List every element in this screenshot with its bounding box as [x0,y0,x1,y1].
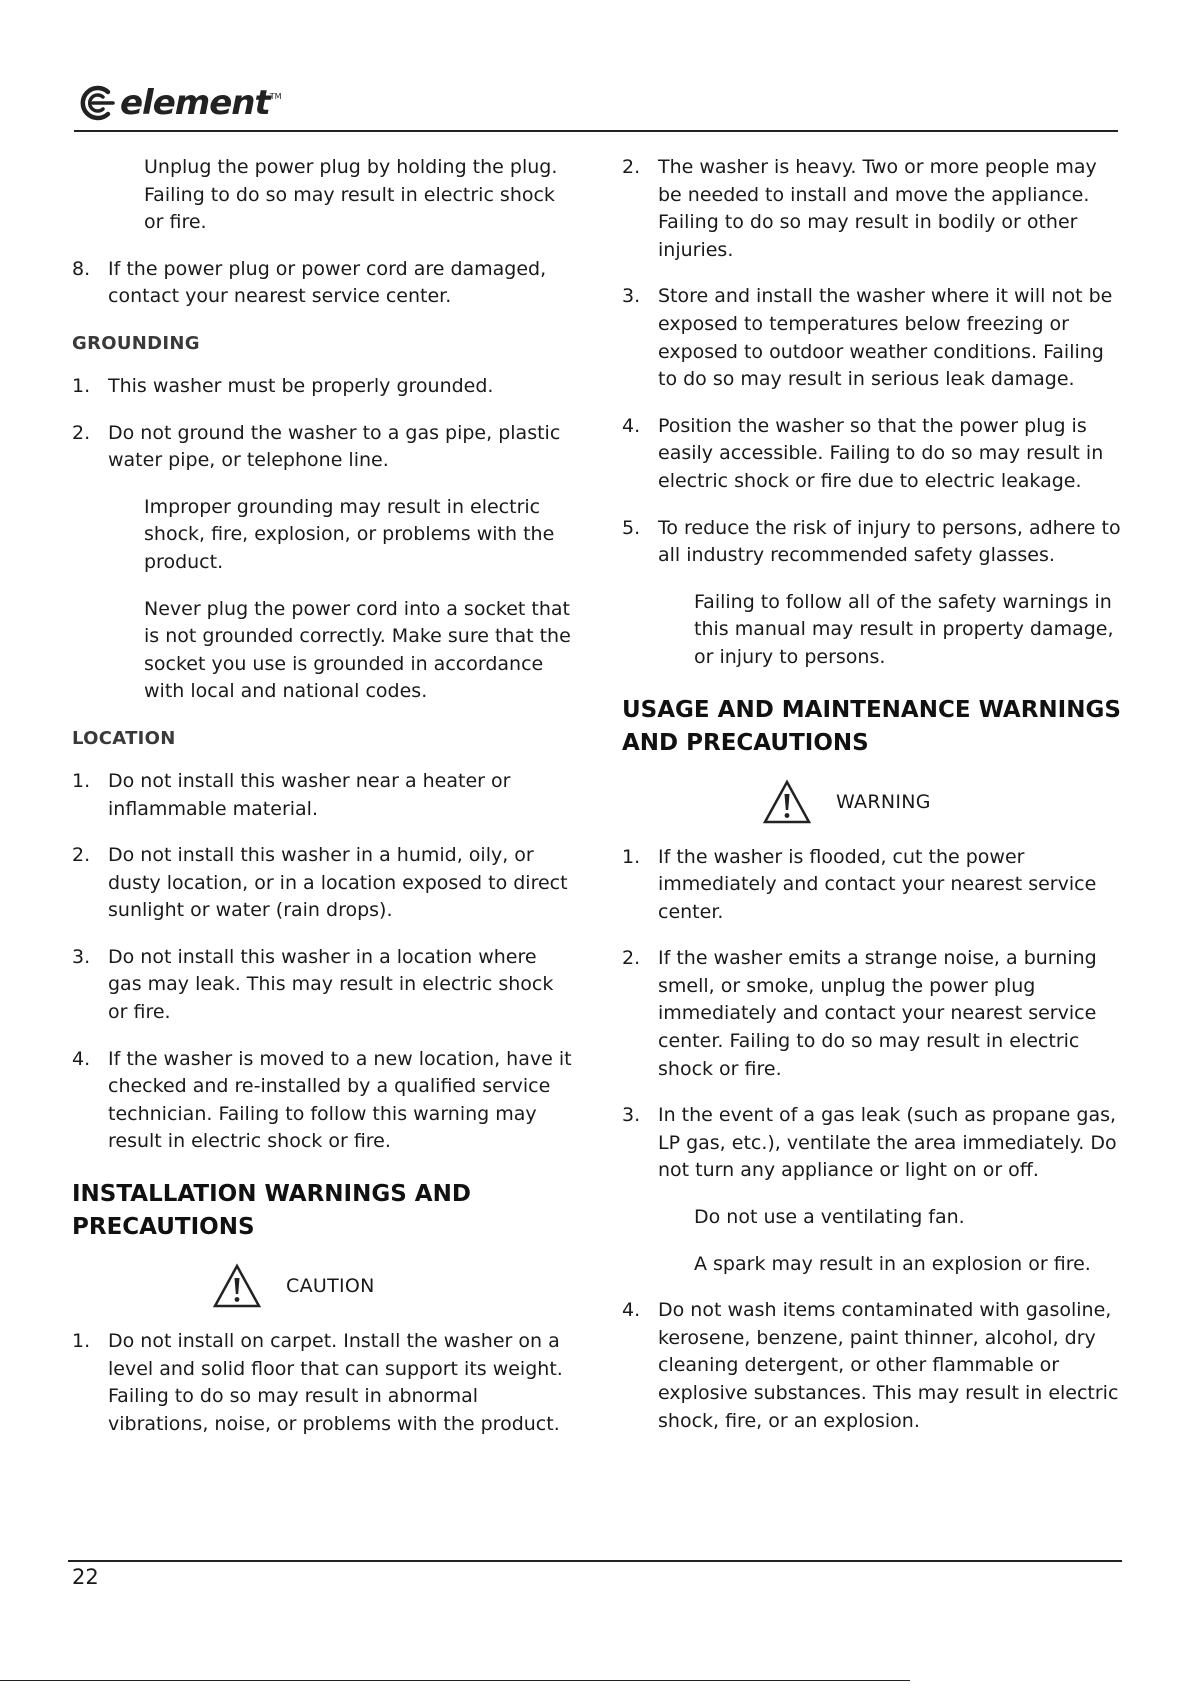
list-item [72,842,572,925]
safety-note: Failing to follow all of the safety warnings in this manual may result in property damage, or injury to persons. [694,590,1114,668]
grounding-note: Improper grounding may result in electric shock, fire, explosion, or problems with the product. [144,495,555,573]
list-item [622,154,1122,264]
left-column [72,154,572,1438]
list-item [622,283,1122,393]
unplug-note: Unplug the power plug by holding the plug. Failing to do so may result in electric shock or fire. [144,156,558,234]
item-text: Do not ground the washer to a gas pipe, plastic water pipe, or telephone line. [108,421,561,472]
item-text: Do not install on carpet. Install the washer on a level and solid floor that can support its weight. Failing to do so may result in abnormal vibrations, noise, or problems with the product. [108,1330,563,1435]
warning-alert [622,779,1122,825]
list-item [72,944,572,1027]
list-item [72,1046,572,1156]
gas-leak-note: A spark may result in an explosion or fire. [694,1252,1091,1275]
item-text: Do not install this washer in a location where gas may leak. This may result in electric shock or fire. [108,945,554,1024]
caution-icon [212,1263,262,1309]
header-rule [74,130,1118,132]
item-number: 1. [72,1330,91,1353]
item-number: 3. [72,945,91,968]
item-number: 2. [622,947,641,970]
item-text: In the event of a gas leak (such as propane gas, LP gas, etc.), ventilate the area immediately. Do not turn any appliance or light on or off. [658,1104,1117,1182]
item-text: Position the washer so that the power plug is easily accessible. Failing to do so may result in electric shock or fire due to electric leakage. [658,414,1104,492]
item-number: 4. [622,414,641,437]
item-number: 8. [72,257,91,280]
list-item [622,413,1122,496]
item-number: 2. [622,156,641,178]
caution-alert [72,1263,572,1309]
list-item [72,256,572,311]
page-number: 22 [72,1565,99,1589]
page-edge-rule [0,1680,910,1681]
element-logo-icon [78,83,116,123]
location-heading: LOCATION [72,727,176,749]
item-number: 2. [72,421,91,444]
item-number: 5. [622,516,641,539]
item-number: 3. [622,285,641,308]
item-text: The washer is heavy. Two or more people may be needed to install and move the appliance. Failing to do so may result in bodily or other injuries. [658,156,1097,261]
warning-label: WARNING [836,790,931,813]
item-number: 3. [622,1104,641,1127]
right-column [622,154,1122,1435]
item-number: 4. [72,1047,91,1070]
item-number: 1. [622,845,641,868]
brand-name: element [120,83,270,123]
warning-icon [762,779,812,825]
trademark-mark: TM [269,92,282,101]
item-text: Store and install the washer where it will not be exposed to temperatures below freezing or exposed to outdoor weather conditions. Failing to do so may result in serious leak damage. [658,285,1113,391]
list-item [72,768,572,823]
gas-leak-note: Do not use a ventilating fan. [694,1206,965,1229]
usage-heading: USAGE AND MAINTENANCE WARNINGS AND PRECAUTIONS [622,696,1121,756]
element-logo [78,82,282,124]
item-text: If the power plug or power cord are damaged, contact your nearest service center. [108,257,547,308]
item-text: Do not install this washer near a heater or inflammable material. [108,769,511,820]
list-item [622,1297,1122,1435]
grounding-note: Never plug the power cord into a socket that is not grounded correctly. Make sure that the socket you use is grounded in accordance with local and national codes. [144,597,571,703]
list-item [622,844,1122,927]
item-text: Do not wash items contaminated with gasoline, kerosene, benzene, paint thinner, alcohol, dry cleaning detergent, or other flammable or explosive substances. This may result in electric shock, fire, or an explosion. [658,1299,1119,1432]
list-item [72,420,572,475]
item-text: To reduce the risk of injury to persons, adhere to all industry recommended safety glasses. [658,516,1121,567]
item-number: 4. [622,1299,641,1322]
grounding-heading: GROUNDING [72,332,200,354]
item-text: If the washer is flooded, cut the power immediately and contact your nearest service center. [658,845,1097,923]
list-item [72,1328,572,1438]
item-text: If the washer is moved to a new location, have it checked and re-installed by a qualified service technician. Failing to follow this warning may result in electric shock or fire. [108,1047,572,1153]
list-item [622,515,1122,570]
installation-heading: INSTALLATION WARNINGS AND PRECAUTIONS [72,1181,471,1241]
page-header [0,0,1192,140]
list-item [622,945,1122,1083]
footer-rule [68,1560,1122,1562]
item-number: 1. [72,769,91,792]
item-number: 2. [72,844,91,867]
caution-label: CAUTION [286,1275,375,1298]
list-item [622,1102,1122,1185]
item-text: Do not install this washer in a humid, oily, or dusty location, or in a location exposed to direct sunlight or water (rain drops). [108,844,568,922]
item-number: 1. [72,374,91,397]
item-text: If the washer emits a strange noise, a burning smell, or smoke, unplug the power plug immediately and contact your nearest service center. Failing to do so may result in electric shock or fire. [658,947,1097,1080]
item-text: This washer must be properly grounded. [108,374,494,397]
list-item [72,373,572,401]
